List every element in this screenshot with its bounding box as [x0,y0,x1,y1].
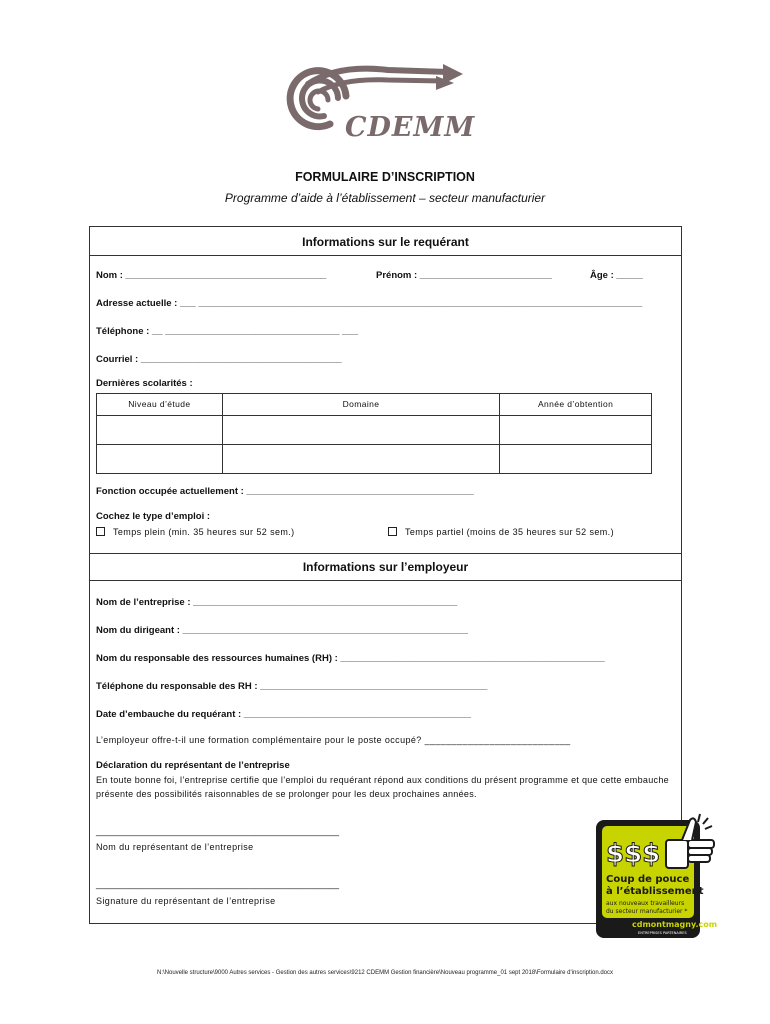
badge-dollars: $$$ [606,839,661,869]
temps-partiel-label: Temps partiel (moins de 35 heures sur 52 sem.) [405,527,614,537]
section-heading-requerant: Informations sur le requérant [302,235,469,249]
telephone-field[interactable]: Téléphone : __ _________________________________ ___ [96,326,358,337]
table-cell-domaine[interactable] [222,445,499,474]
logo-text: CDEMM [345,112,476,143]
table-header-niveau: Niveau d’étude [97,394,223,416]
table-cell-annee[interactable] [500,445,652,474]
age-field[interactable]: Âge : _____ [590,270,643,281]
badge-line4: du secteur manufacturier * [606,908,688,915]
representant-name-label: Nom du représentant de l’entreprise [96,842,254,852]
entreprise-field[interactable]: Nom de l’entreprise : __________________________________________________ [96,597,458,608]
badge-line3: aux nouveaux travailleurs [606,900,685,907]
courriel-field[interactable]: Courriel : ______________________________________ [96,354,342,365]
scolarites-table [96,393,652,474]
divider [90,553,681,554]
scolarites-label: Dernières scolarités : [96,378,193,389]
declaration-text: En toute bonne foi, l’entreprise certifie que l’emploi du requérant répond aux conditions du présent programme et que cette embauche présente des possibilités raisonnables de se prolonger pour les deux prochaines années. [96,775,669,799]
section-heading-employeur: Informations sur l’employeur [302,560,469,574]
badge-line2: à l’établissement [606,886,704,897]
representant-name-line[interactable]: ______________________________________________ [96,826,340,837]
temps-partiel-option[interactable] [388,527,614,537]
fonction-field[interactable]: Fonction occupée actuellement : ___________________________________________ [96,486,474,497]
date-embauche-field[interactable]: Date d’embauche du requérant : ___________________________________________ [96,709,471,720]
table-row [97,416,652,445]
table-header-annee: Année d’obtention [500,394,652,416]
table-cell-annee[interactable] [500,416,652,445]
signature-line[interactable]: ______________________________________________ [96,879,340,890]
form-subtitle: Programme d’aide à l’établissement – secteur manufacturier [224,191,546,205]
nom-field[interactable]: Nom : ______________________________________ [96,270,327,281]
document-path-footer: N:\Nouvelle structure\9000 Autres services - Gestion des autres services\9212 CDEMM Gestion financière\Nouveau programme_01 sept 2018\Formulaire d'inscription.docx [156,970,614,976]
divider [90,255,681,256]
telephone-rh-field[interactable]: Téléphone du responsable des RH : ___________________________________________ [96,681,488,692]
table-row [97,445,652,474]
badge-graphic [592,810,722,940]
adresse-field[interactable]: Adresse actuelle : ___ ____________________________________________________________________________________ [96,298,643,309]
divider [90,580,681,581]
prenom-field[interactable]: Prénom : _________________________ [376,270,552,281]
checkbox-icon[interactable] [388,527,397,536]
emploi-type-label: Cochez le type d’emploi : [96,511,211,522]
temps-plein-option[interactable] [96,527,295,537]
dirigeant-field[interactable]: Nom du dirigeant : ______________________________________________________ [96,625,468,636]
table-cell-niveau[interactable] [97,416,223,445]
temps-plein-label: Temps plein (min. 35 heures sur 52 sem.) [113,527,295,537]
coup-de-pouce-badge [592,810,722,940]
declaration-title: Déclaration du représentant de l’entreprise [96,760,290,771]
table-cell-niveau[interactable] [97,445,223,474]
table-header-domaine: Domaine [222,394,499,416]
form-title: FORMULAIRE D’INSCRIPTION [295,170,475,184]
formation-field[interactable]: L’employeur offre-t-il une formation complémentaire pour le poste occupé? ___________________________ [96,735,571,745]
badge-partners: ENTREPRISES PARTENAIRES [638,931,687,935]
badge-site: cdmontmagny.com [632,920,718,929]
table-header-row [97,394,652,416]
badge-line1: Coup de pouce [606,874,690,885]
signature-label: Signature du représentant de l’entreprise [96,896,276,906]
table-cell-domaine[interactable] [222,416,499,445]
checkbox-icon[interactable] [96,527,105,536]
rh-field[interactable]: Nom du responsable des ressources humaines (RH) : __________________________________________________ [96,653,605,664]
